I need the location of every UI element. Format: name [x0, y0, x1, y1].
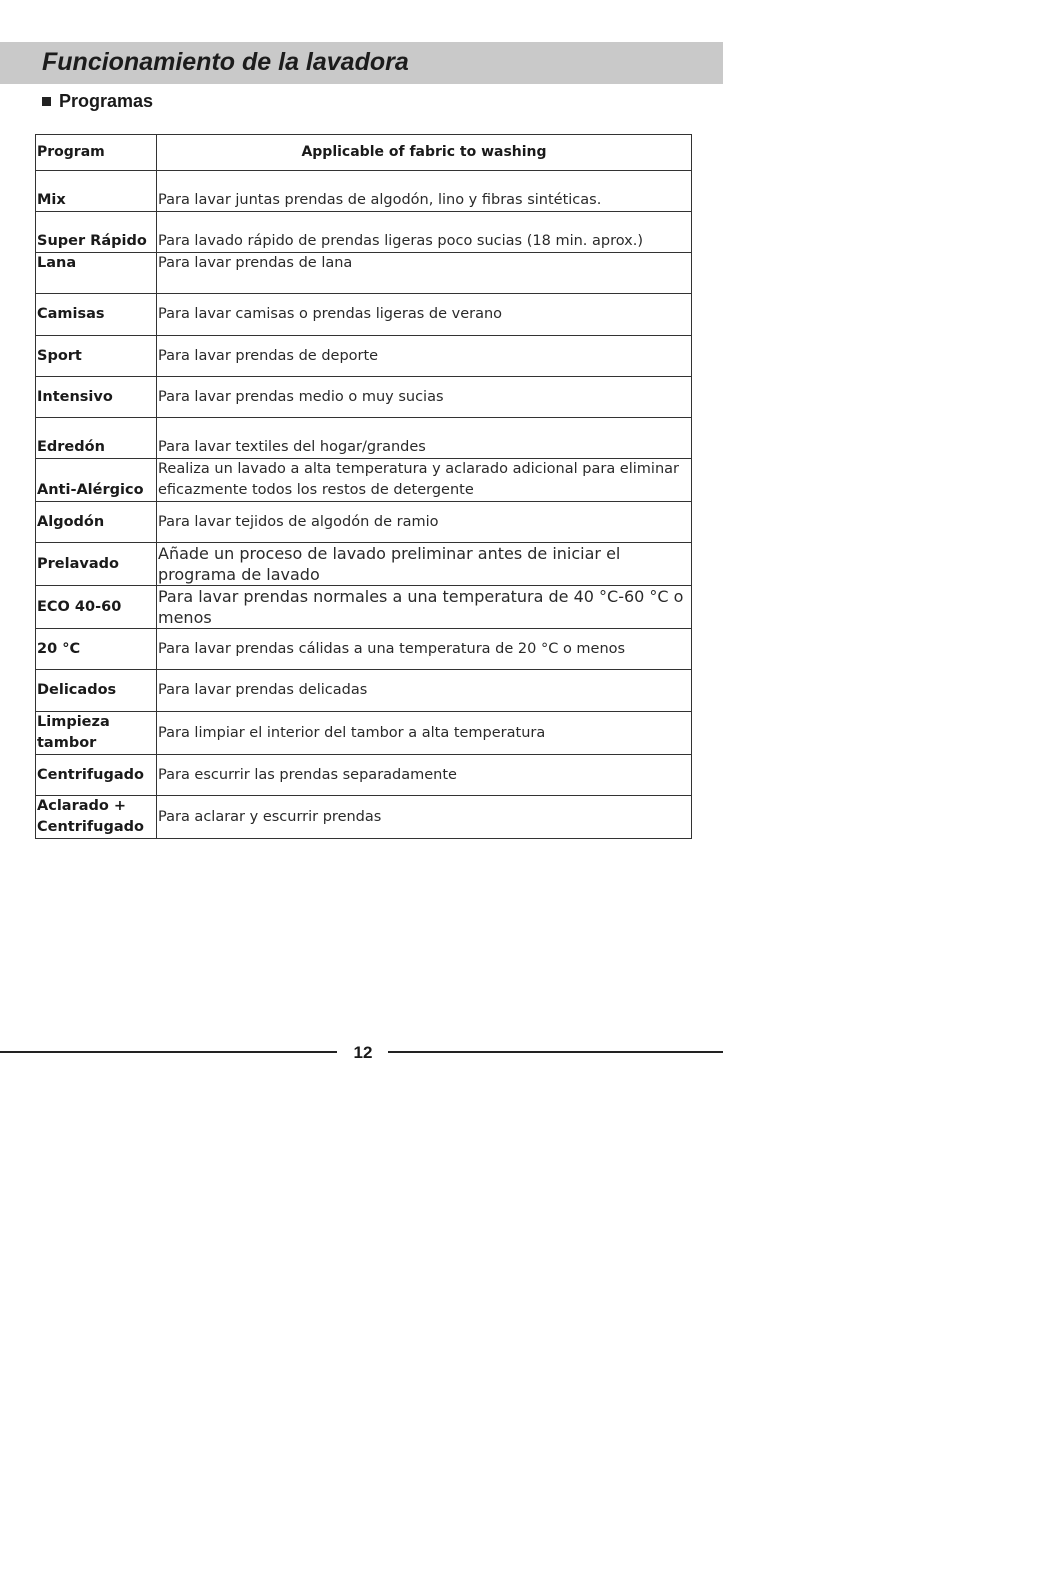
section-heading	[42, 91, 153, 112]
program-name: Camisas	[36, 294, 157, 336]
program-name: Delicados	[36, 670, 157, 712]
program-name: Edredón	[36, 418, 157, 459]
program-name: Mix	[36, 171, 157, 212]
program-name: 20 °C	[36, 629, 157, 670]
header-bar	[0, 42, 723, 84]
program-description: Para lavar camisas o prendas ligeras de verano	[157, 294, 692, 336]
program-description: Para lavar prendas delicadas	[157, 670, 692, 712]
program-description: Para lavar prendas medio o muy sucias	[157, 377, 692, 418]
program-description: Para lavar prendas de lana	[157, 253, 692, 294]
bullet-square-icon	[42, 97, 51, 106]
table-row	[36, 377, 692, 418]
table-row	[36, 670, 692, 712]
table-row	[36, 336, 692, 377]
page-title: Funcionamiento de la lavadora	[42, 48, 409, 76]
program-name: Anti-Alérgico	[36, 459, 157, 502]
program-description: Para lavar tejidos de algodón de ramio	[157, 502, 692, 543]
program-description: Para lavar juntas prendas de algodón, lino y fibras sintéticas.	[157, 171, 692, 212]
program-name: Super Rápido	[36, 212, 157, 253]
table-row	[36, 712, 692, 755]
table-row	[36, 459, 692, 502]
table-row	[36, 294, 692, 336]
program-description: Para escurrir las prendas separadamente	[157, 755, 692, 796]
footer-rule-right	[388, 1051, 723, 1053]
program-name: Sport	[36, 336, 157, 377]
program-description: Para lavar prendas de deporte	[157, 336, 692, 377]
table-row	[36, 586, 692, 629]
page-number: 12	[353, 1043, 373, 1062]
table-header-row	[36, 135, 692, 171]
section-heading-label: Programas	[59, 91, 154, 111]
program-description: Para limpiar el interior del tambor a alta temperatura	[157, 712, 692, 755]
programs-table-wrapper	[35, 134, 691, 839]
program-name: ECO 40-60	[36, 586, 157, 629]
program-description: Para aclarar y escurrir prendas	[157, 796, 692, 839]
table-row	[36, 543, 692, 586]
program-name: Intensivo	[36, 377, 157, 418]
program-name: Lana	[36, 253, 157, 294]
page-footer	[0, 1040, 723, 1066]
program-description: Añade un proceso de lavado preliminar antes de iniciar el programa de lavado	[157, 543, 692, 586]
table-row	[36, 253, 692, 294]
table-row	[36, 796, 692, 839]
programs-table	[35, 134, 692, 839]
table-row	[36, 629, 692, 670]
program-name: Aclarado + Centrifugado	[36, 796, 157, 839]
table-row	[36, 171, 692, 212]
program-name: Prelavado	[36, 543, 157, 586]
program-description: Para lavado rápido de prendas ligeras poco sucias (18 min. aprox.)	[157, 212, 692, 253]
table-row	[36, 755, 692, 796]
program-description: Realiza un lavado a alta temperatura y aclarado adicional para eliminar eficazmente todos los restos de detergente	[157, 459, 692, 502]
program-description: Para lavar textiles del hogar/grandes	[157, 418, 692, 459]
program-description: Para lavar prendas normales a una temperatura de 40 °C-60 °C o menos	[157, 586, 692, 629]
program-name: Algodón	[36, 502, 157, 543]
footer-rule-left	[0, 1051, 337, 1053]
column-header-applicable: Applicable of fabric to washing	[157, 135, 692, 171]
column-header-program: Program	[36, 135, 157, 171]
table-row	[36, 418, 692, 459]
table-row	[36, 502, 692, 543]
program-name: Centrifugado	[36, 755, 157, 796]
program-description: Para lavar prendas cálidas a una temperatura de 20 °C o menos	[157, 629, 692, 670]
program-name: Limpieza tambor	[36, 712, 157, 755]
table-row	[36, 212, 692, 253]
